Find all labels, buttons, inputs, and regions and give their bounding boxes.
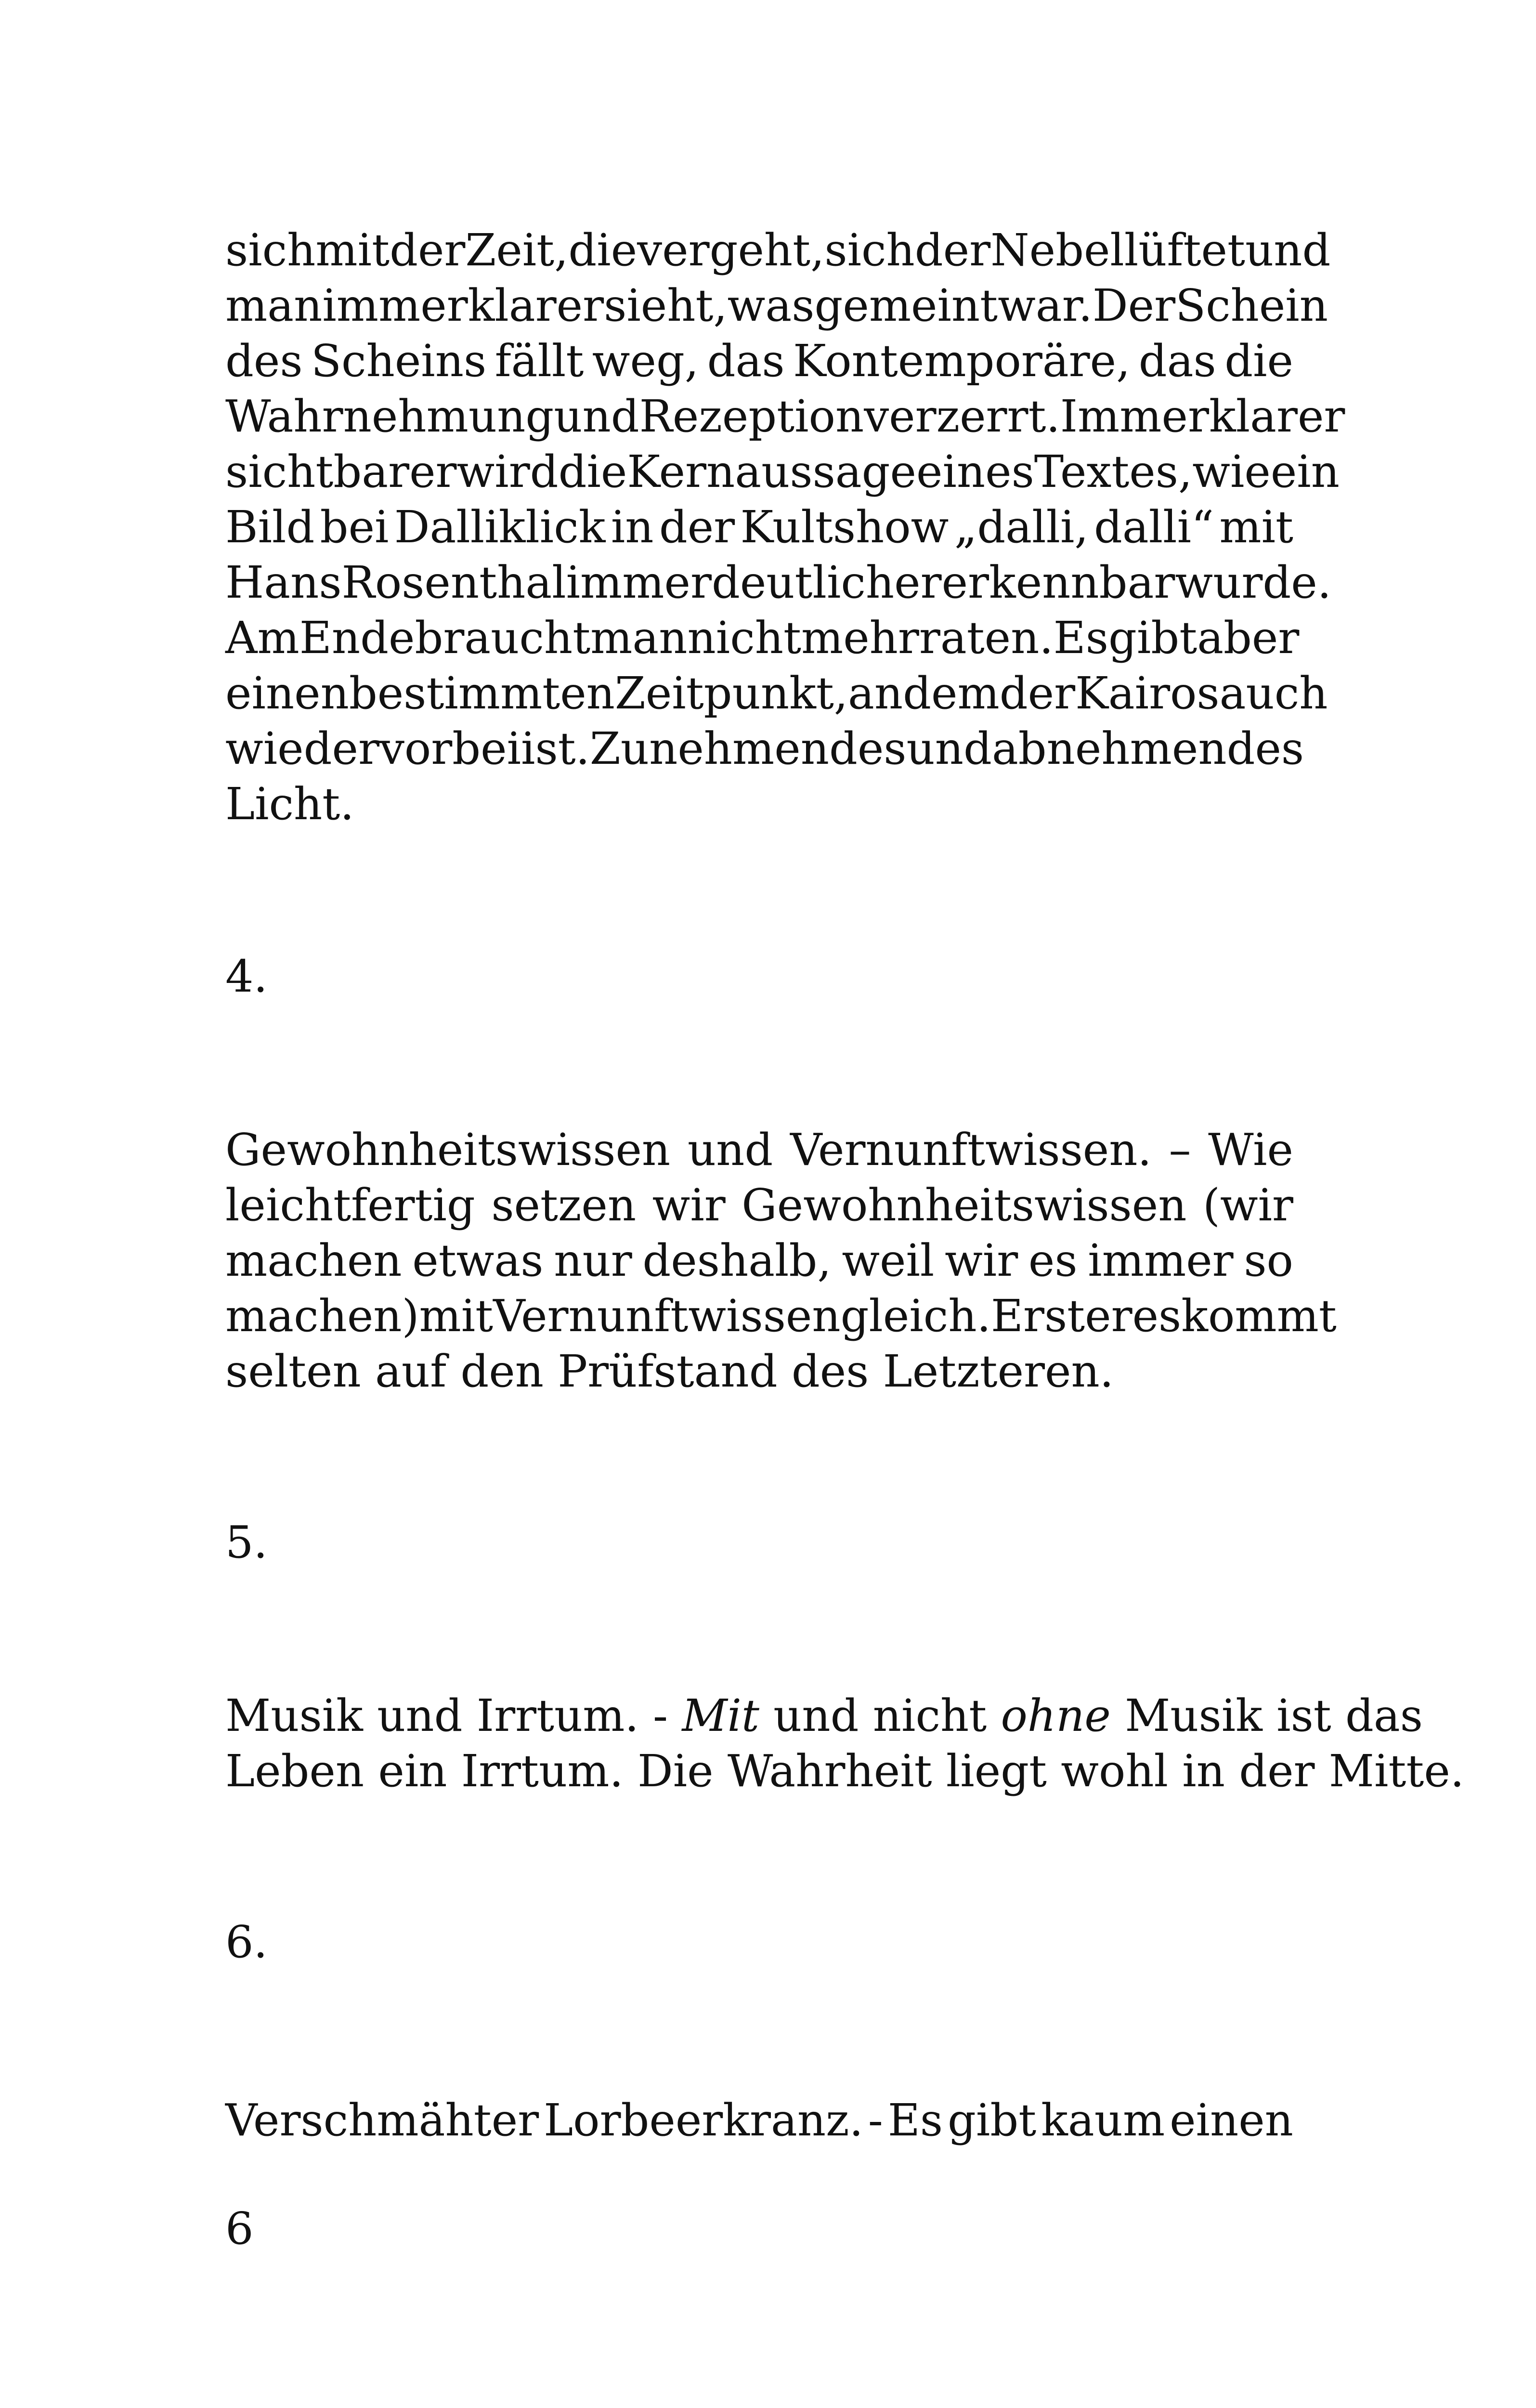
paragraph-continuation xyxy=(225,222,1345,832)
section-6-text xyxy=(225,2093,1293,2148)
text-line: machen) mit Vernunftwissen gleich. Ersteres kommt xyxy=(225,1290,1337,1342)
text-line: machen etwas nur deshalb, weil wir es immer so xyxy=(225,1235,1293,1286)
section-5-title: Musik und Irrtum. - xyxy=(225,1690,682,1741)
text-line: Bild bei Dalliklick in der Kultshow „dalli, dalli“ mit xyxy=(225,501,1293,553)
text-line: einen bestimmten Zeitpunkt, an dem der Kairos auch xyxy=(225,667,1328,719)
section-5-text xyxy=(225,1688,1465,1799)
text-line: sich mit der Zeit, die vergeht, sich der Nebel lüftet und xyxy=(225,224,1331,276)
text-line: Verschmähter Lorbeerkranz. - Es gibt kaum einen xyxy=(225,2094,1293,2146)
text-line: Hans Rosenthal immer deutlicher erkennbar wurde. xyxy=(225,557,1331,608)
section-5-text-mid: und nicht xyxy=(759,1690,1001,1741)
text-line: wieder vorbei ist. Zunehmendes und abnehmendes xyxy=(225,723,1304,774)
text-line: Am Ende braucht man nicht mehr raten. Es gibt aber xyxy=(225,612,1300,664)
text-line: Licht. xyxy=(225,778,354,830)
section-5-line-1 xyxy=(225,1688,1423,1743)
emphasis-mit: Mit xyxy=(682,1690,759,1741)
page-number: 6 xyxy=(225,2203,254,2254)
text-line: man immer klarer sieht, was gemeint war. Der Schein xyxy=(225,280,1328,331)
text-line: Gewohnheitswissen und Vernunftwissen. – Wie xyxy=(225,1124,1293,1176)
text-line: leichtfertig setzen wir Gewohnheitswissen (wir xyxy=(225,1179,1293,1231)
section-number-6: 6. xyxy=(225,1916,268,1968)
text-line: sichtbarer wird die Kernaussage eines Textes, wie ein xyxy=(225,446,1340,497)
emphasis-ohne: ohne xyxy=(1001,1690,1111,1741)
text-line: selten auf den Prüfstand des Letzteren. xyxy=(225,1346,1114,1397)
text-line: Wahrnehmung und Rezeption verzerrt. Immer klarer xyxy=(225,391,1345,442)
section-number-4: 4. xyxy=(225,951,268,1002)
text-line: des Scheins fällt weg, das Kontemporäre, das die xyxy=(225,335,1293,387)
section-5-text-end: Musik ist das xyxy=(1110,1690,1423,1741)
section-5-line-2: Leben ein Irrtum. Die Wahrheit liegt wohl in der Mitte. xyxy=(225,1745,1465,1797)
section-number-5: 5. xyxy=(225,1517,268,1568)
section-4-text xyxy=(225,1122,1337,1399)
